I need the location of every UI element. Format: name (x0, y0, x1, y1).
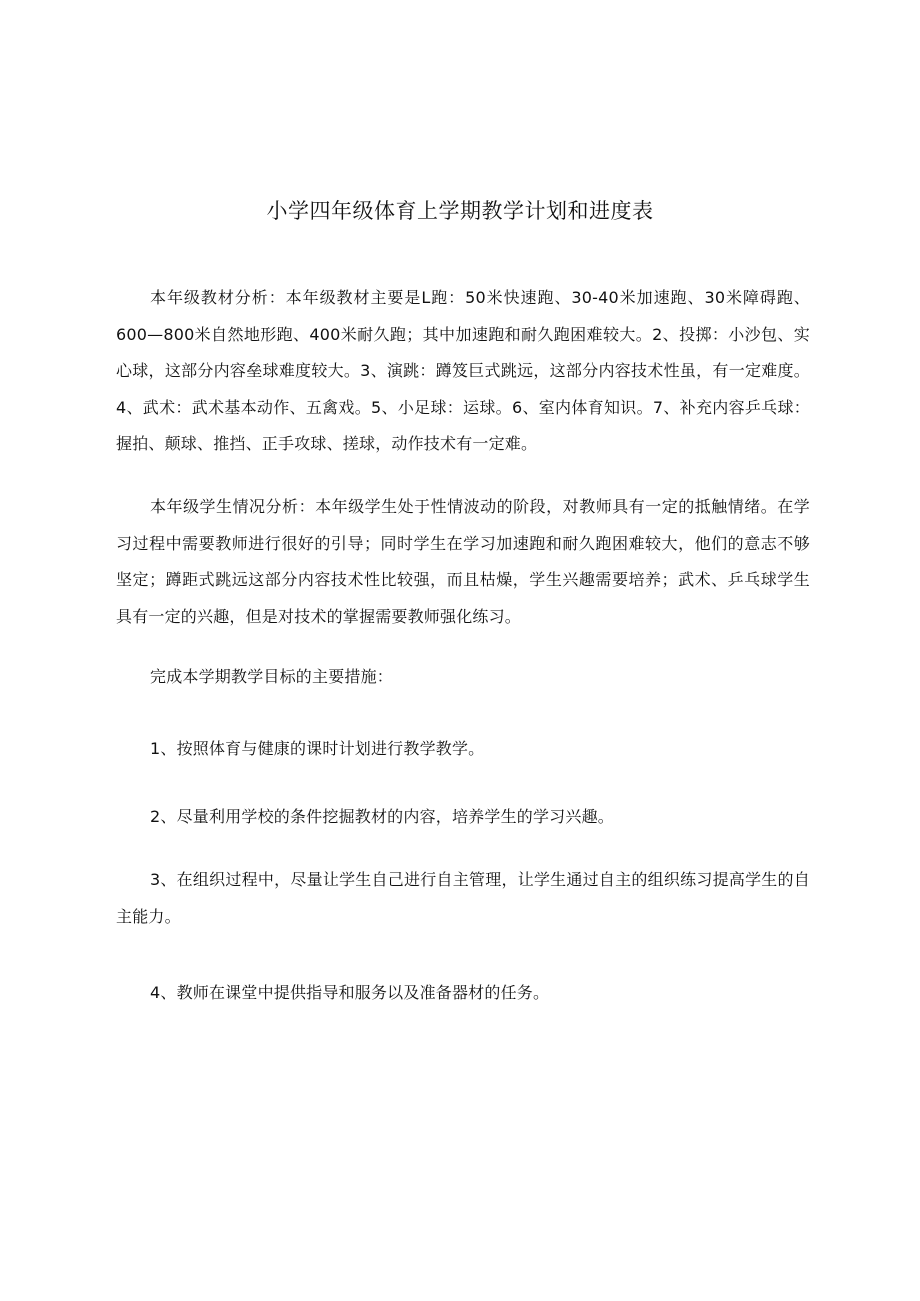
paragraph-student-analysis: 本年级学生情况分析：本年级学生处于性情波动的阶段，对教师具有一定的抵触情绪。在学习过程中需要教师进行很好的引导；同时学生在学习加速跑和耐久跑困难较大，他们的意志不够坚定；蹲距式跳远这部分内容技术性比较强，而且枯燥，学生兴趣需要培养；武术、乒乓球学生具有一定的兴趣，但是对技术的掌握需要教师强化练习。 (116, 497, 810, 626)
document-title: 小学四年级体育上学期教学计划和进度表 (266, 199, 654, 223)
paragraph-material-analysis: 本年级教材分析：本年级教材主要是L跑：50米快速跑、30-40米加速跑、30米障碍跑、600—800米自然地形跑、400米耐久跑；其中加速跑和耐久跑困难较大。2、投掷：小沙包、实心球，这部分内容垒球难度较大。3、演跳：蹲笈巨式跳远，这部分内容技术性虽，有一定难度。4、武术：武术基本动作、五禽戏。5、小足球：运球。6、室内体育知识。7、补充内容乒乓球：握拍、颠球、推挡、正手攻球、搓球，动作技术有一定难。 (116, 288, 810, 453)
paragraph-measure-1: 1、按照体育与健康的课时计划进行教学教学。 (150, 739, 485, 758)
paragraph-measures-heading: 完成本学期教学目标的主要措施： (150, 667, 394, 686)
paragraph-measure-3: 3、在组织过程中，尽量让学生自己进行自主管理，让学生通过自主的组织练习提高学生的自主能力。 (116, 870, 810, 926)
paragraph-measure-4: 4、教师在课堂中提供指导和服务以及准备器材的任务。 (150, 983, 550, 1002)
paragraph-measure-2: 2、尽量利用学校的条件挖掘教材的内容，培养学生的学习兴趣。 (150, 807, 614, 826)
